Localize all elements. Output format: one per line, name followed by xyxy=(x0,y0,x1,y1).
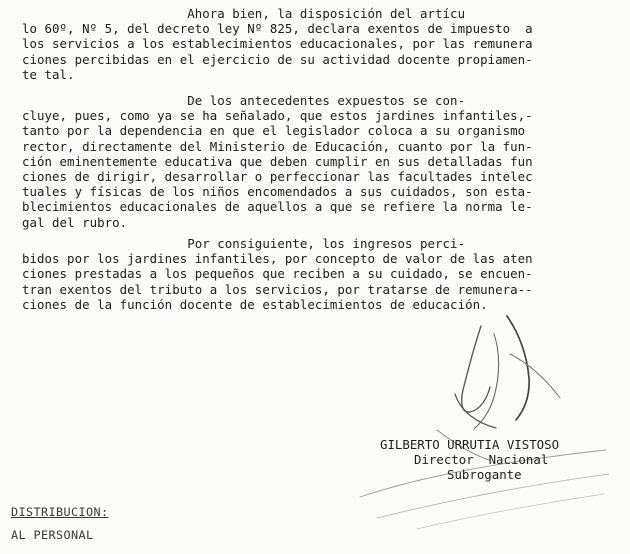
paragraph-line: rector, directamente del Ministerio de Educación, cuanto por la fun- xyxy=(22,138,533,154)
paragraph-line: blecimientos educacionales de aquellos a que se refiere la norma le- xyxy=(22,199,533,215)
paragraph-line: te tal. xyxy=(22,66,75,82)
distribution-value: AL PERSONAL xyxy=(11,528,94,542)
paragraph-line: De los antecedentes expuestos se con- xyxy=(22,93,466,108)
paragraph-line: tanto por la dependencia en que el legislador coloca a su organismo xyxy=(22,123,526,139)
paragraph-line: ciones prestadas a los pequeños que reciben a su cuidado, se encuen- xyxy=(22,266,533,282)
paragraph-line: ciones de dirigir, desarrollar o perfeccionar las facultades intelec xyxy=(22,169,533,185)
paragraph-3 xyxy=(22,236,608,312)
paragraph-line: tran exentos del tributo a los servicios, por tratarse de remunera-- xyxy=(22,281,533,297)
paragraph-line: Por consiguiente, los ingresos perci- xyxy=(22,236,466,251)
paragraph-line: Ahora bien, la disposición del artícu xyxy=(22,6,466,21)
paragraph-line: lo 60º, Nº 5, del decreto ley Nº 825, declara exentos de impuesto a xyxy=(22,21,533,37)
paragraph-2 xyxy=(22,93,608,230)
paragraph-line: ciones de la función docente de establecimientos de educación. xyxy=(22,296,488,312)
signatory-name: GILBERTO URRUTIA VISTOSO xyxy=(380,437,560,452)
paragraph-line: los servicios a los establecimientos educacionales, por las remunera xyxy=(22,36,533,52)
paragraph-line: tuales y físicas de los niños encomendados a sus cuidados, son esta- xyxy=(22,184,533,200)
paragraph-line: gal del rubro. xyxy=(22,214,128,230)
distribution-block xyxy=(11,505,109,542)
signature-block xyxy=(380,437,600,483)
signatory-role: Subrogante xyxy=(447,467,522,483)
signatory-title: Director Nacional xyxy=(414,452,549,468)
paragraph-line: bidos por los jardines infantiles, por concepto de valor de las aten xyxy=(22,251,533,267)
paragraph-1 xyxy=(22,6,608,82)
distribution-label: DISTRIBUCION: xyxy=(11,505,109,519)
paragraph-line: ción eminentemente educativa que deben cumplir en sus detalladas fun xyxy=(22,153,533,169)
paragraph-line: ciones percibidas en el ejercicio de su actividad docente propiamen- xyxy=(22,51,533,67)
paragraph-line: cluye, pues, como ya se ha señalado, que estos jardines infantiles,- xyxy=(22,108,533,124)
